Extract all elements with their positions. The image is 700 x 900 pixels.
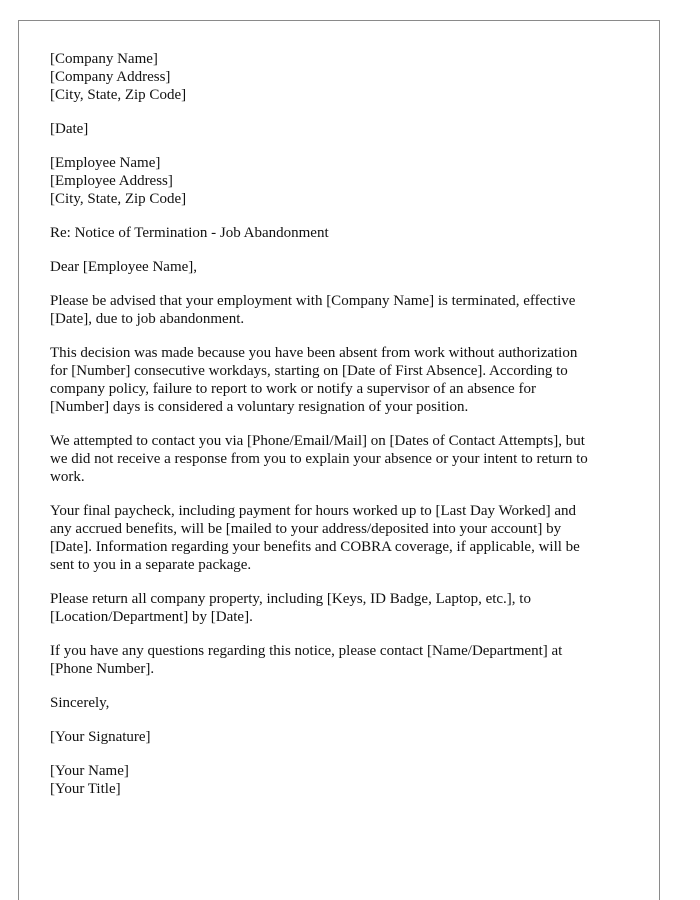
sender-city-state-zip: [City, State, Zip Code] bbox=[50, 87, 187, 103]
letter-date bbox=[50, 120, 642, 138]
paragraph-reason bbox=[50, 344, 642, 416]
paragraph-line: for [Number] consecutive workdays, starting on [Date of First Absence]. According to bbox=[50, 363, 568, 379]
sender-company-address: [Company Address] bbox=[50, 69, 171, 85]
paragraph-line: [Date], due to job abandonment. bbox=[50, 311, 245, 327]
sender-address-block bbox=[50, 50, 642, 104]
paragraph-line: sent to you in a separate package. bbox=[50, 557, 252, 573]
paragraph-line: company policy, failure to report to work or notify a supervisor of an absence for bbox=[50, 381, 536, 397]
paragraph-line: [Phone Number]. bbox=[50, 661, 155, 677]
paragraph-final-paycheck bbox=[50, 502, 642, 574]
paragraph-contact-attempts bbox=[50, 432, 642, 486]
recipient-city-state-zip: [City, State, Zip Code] bbox=[50, 191, 187, 207]
signature-placeholder bbox=[50, 728, 642, 746]
salutation-text: Dear [Employee Name], bbox=[50, 259, 198, 275]
paragraph-line: This decision was made because you have been absent from work without authorization bbox=[50, 345, 578, 361]
recipient-address-block bbox=[50, 154, 642, 208]
closing-text: Sincerely, bbox=[50, 695, 110, 711]
signer-title: [Your Title] bbox=[50, 781, 121, 797]
subject-line bbox=[50, 224, 642, 242]
paragraph-line: any accrued benefits, will be [mailed to your address/deposited into your account] by bbox=[50, 521, 562, 537]
salutation bbox=[50, 258, 642, 276]
paragraph-line: Your final paycheck, including payment for hours worked up to [Last Day Worked] and bbox=[50, 503, 577, 519]
paragraph-line: If you have any questions regarding this notice, please contact [Name/Department] at bbox=[50, 643, 563, 659]
paragraph-line: We attempted to contact you via [Phone/Email/Mail] on [Dates of Contact Attempts], but bbox=[50, 433, 585, 449]
paragraph-line: [Location/Department] by [Date]. bbox=[50, 609, 253, 625]
letter-body bbox=[50, 50, 642, 814]
subject-text: Re: Notice of Termination - Job Abandonment bbox=[50, 225, 329, 241]
paragraph-termination bbox=[50, 292, 642, 328]
paragraph-line: [Date]. Information regarding your benefits and COBRA coverage, if applicable, will be bbox=[50, 539, 580, 555]
letter-page bbox=[18, 20, 660, 900]
recipient-address: [Employee Address] bbox=[50, 173, 173, 189]
signer-block bbox=[50, 762, 642, 798]
paragraph-line: Please return all company property, including [Keys, ID Badge, Laptop, etc.], to bbox=[50, 591, 531, 607]
paragraph-line: [Number] days is considered a voluntary resignation of your position. bbox=[50, 399, 469, 415]
paragraph-line: work. bbox=[50, 469, 85, 485]
signature-text: [Your Signature] bbox=[50, 729, 151, 745]
recipient-name: [Employee Name] bbox=[50, 155, 161, 171]
paragraph-line: we did not receive a response from you to explain your absence or your intent to return to bbox=[50, 451, 588, 467]
signer-name: [Your Name] bbox=[50, 763, 129, 779]
closing bbox=[50, 694, 642, 712]
date-text: [Date] bbox=[50, 121, 89, 137]
sender-company-name: [Company Name] bbox=[50, 51, 158, 67]
paragraph-questions bbox=[50, 642, 642, 678]
paragraph-line: Please be advised that your employment with [Company Name] is terminated, effective bbox=[50, 293, 576, 309]
paragraph-company-property bbox=[50, 590, 642, 626]
